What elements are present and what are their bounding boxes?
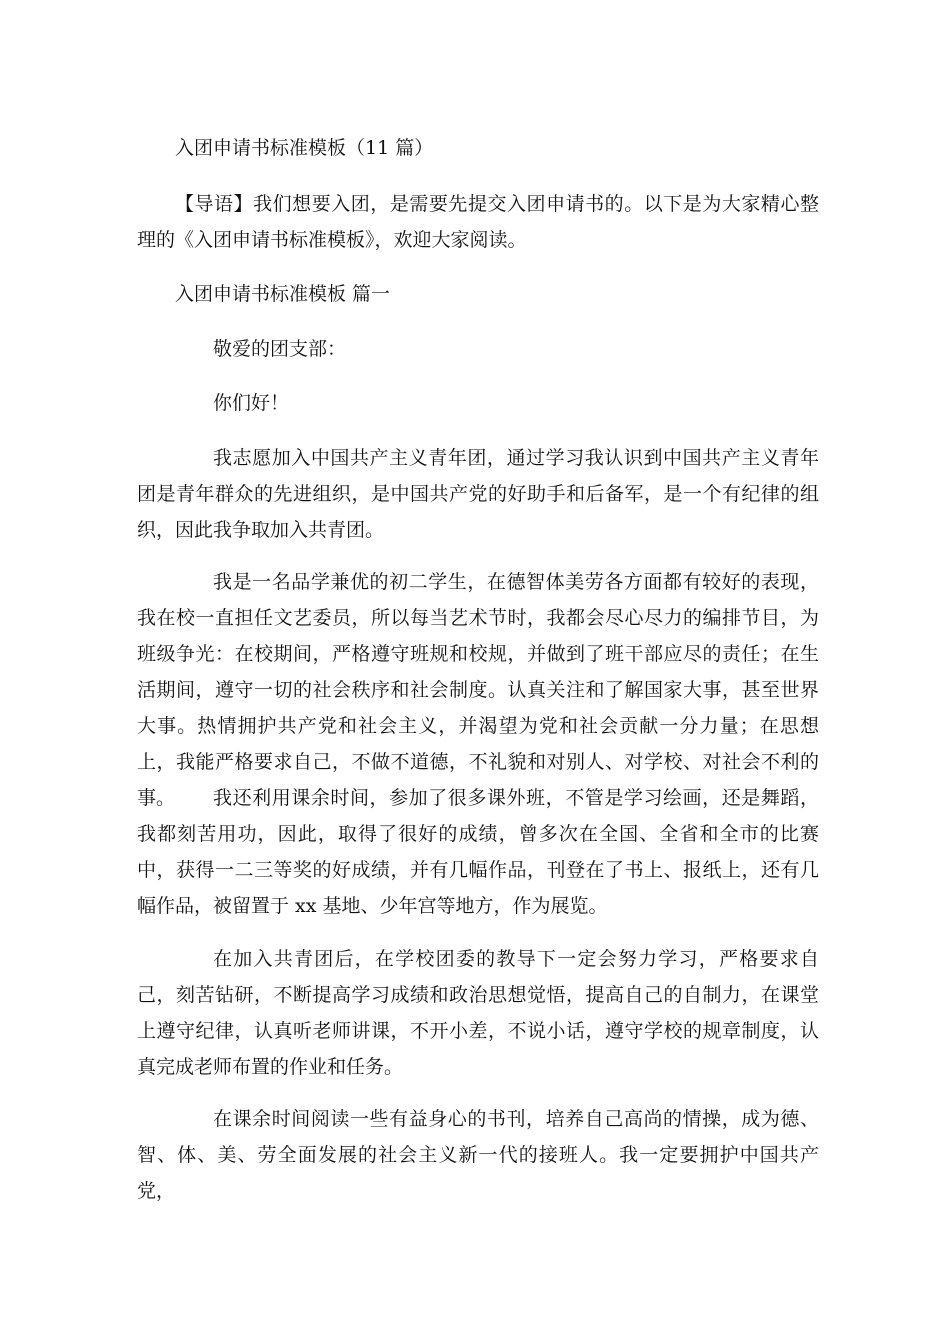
body-paragraph-2: 我是一名品学兼优的初二学生，在德智体美劳各方面都有较好的表现，我在校一直担任文艺委员，所以每当艺术节时，我都会尽心尽力的编排节目，为班级争光：在校期间，严格遵守班规和校规，并做到了班干部应尽的责任；在生活期间，遵守一切的社会秩序和社会制度。认真关注和了解国家大事，甚至世界大事。热情拥护共产党和社会主义，并渴望为党和社会贡献一分力量；在思想上，我能严格要求自己，不做不道德，不礼貌和对别人、对学校、对社会不利的事。 [137, 571, 819, 809]
body-paragraph-5: 在课余时间阅读一些有益身心的书刊，培养自己高尚的情操，成为德、智、体、美、劳全面发展的社会主义新一代的接班人。我一定要拥护中国共产党， [137, 1108, 819, 1202]
greeting: 你们好！ [213, 392, 290, 414]
body-paragraph-1: 我志愿加入中国共产主义青年团，通过学习我认识到中国共产主义青年团是青年群众的先进组织，是中国共产党的好助手和后备军，是一个有纪律的组织，因此我争取加入共青团。 [137, 447, 819, 541]
body-paragraph-3: 我还利用课余时间，参加了很多课外班，不管是学习绘画，还是舞蹈，我都刻苦用功，因此，取得了很好的成绩，曾多次在全国、全省和全市的比赛中，获得一二三等奖的好成绩，并有几幅作品，刊登在了书上、报纸上，还有几幅作品，被留置于 xx 基地、少年宫等地方，作为展览。 [137, 787, 819, 917]
section-heading: 入团申请书标准模板 篇一 [175, 283, 391, 305]
salutation: 敬爱的团支部： [213, 338, 347, 360]
intro-paragraph: 【导语】我们想要入团，是需要先提交入团申请书的。以下是为大家精心整理的《入团申请书标准模板》，欢迎大家阅读。 [137, 193, 819, 251]
body-paragraph-4: 在加入共青团后，在学校团委的教导下一定会努力学习，严格要求自己，刻苦钻研，不断提高学习成绩和政治思想觉悟，提高自己的自制力，在课堂上遵守纪律，认真听老师讲课，不开小差，不说小话，遵守学校的规章制度，认真完成老师布置的作业和任务。 [137, 948, 819, 1078]
document-title: 入团申请书标准模板（11 篇） [175, 137, 434, 159]
